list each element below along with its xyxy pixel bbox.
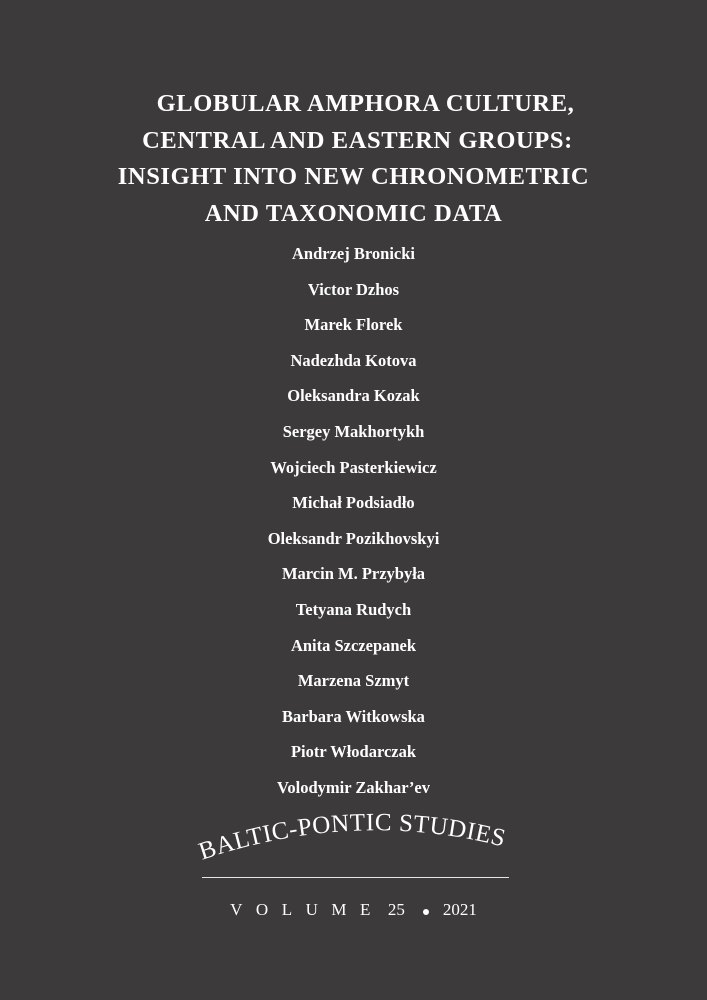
author-name: Marzena Szmyt [297, 671, 410, 691]
title-line: AND TAXONOMIC DATA [204, 199, 503, 227]
title-line: GLOBULAR AMPHORA CULTURE, [156, 90, 575, 117]
series-title: BALTIC-PONTIC STUDIES [195, 810, 509, 866]
volume-line [0, 898, 707, 922]
volume-label: VOLUME [230, 900, 384, 919]
series-logo [190, 810, 530, 880]
author-name: Anita Szczepanek [290, 635, 417, 655]
author-name: Nadezhda Kotova [290, 350, 417, 370]
author-name: Piotr Włodarczak [290, 742, 417, 762]
publication-year: 2021 [442, 900, 477, 919]
author-name: Oleksandr Pozikhovskyi [267, 528, 440, 548]
author-name: Andrzej Bronicki [292, 244, 415, 263]
svg-text:BALTIC-PONTIC STUDIES [196, 810, 509, 866]
author-name: Victor Dzhos [307, 279, 400, 299]
title-line: INSIGHT INTO NEW CHRONOMETRIC [117, 163, 590, 190]
cover-title [0, 86, 707, 232]
author-name: Sergey Makhortykh [282, 421, 425, 441]
author-name: Marcin M. Przybyła [281, 564, 426, 584]
bullet-icon [423, 909, 429, 915]
author-name: Wojciech Pasterkiewicz [270, 457, 437, 477]
author-name: Volodymir Zakhar’ev [277, 777, 430, 797]
volume-number: 25 [387, 900, 405, 919]
author-list [0, 240, 707, 810]
author-name: Tetyana Rudych [295, 599, 412, 619]
title-line: CENTRAL AND EASTERN GROUPS: [142, 126, 573, 154]
author-name: Michał Podsiadło [292, 493, 415, 513]
series-divider [202, 877, 509, 878]
author-name: Oleksandra Kozak [287, 386, 420, 406]
author-name: Barbara Witkowska [282, 706, 425, 726]
author-name: Marek Florek [304, 315, 403, 335]
